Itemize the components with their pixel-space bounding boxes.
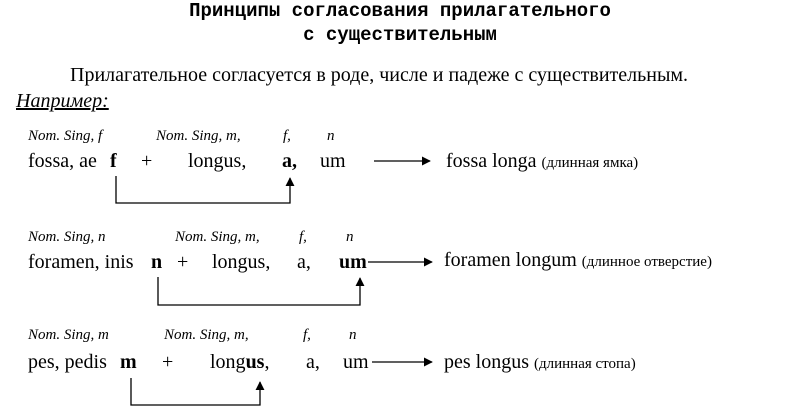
adjective-f-ending: a, xyxy=(306,351,320,373)
result-phrase: foramen longum xyxy=(444,249,577,271)
agreement-bracket-3 xyxy=(131,378,260,405)
adjective-comma: , xyxy=(264,351,270,373)
noun: foramen, inis xyxy=(28,251,134,273)
adjective-m-ending: us xyxy=(245,351,265,373)
translation: (длинное отверстие) xyxy=(581,254,712,270)
result xyxy=(444,249,712,272)
plus-sign: + xyxy=(162,351,174,373)
adjective-stem: long xyxy=(210,351,246,373)
label-f: f, xyxy=(303,327,311,343)
page-title-line-1: Принципы согласования прилагательного xyxy=(189,0,611,22)
adjective-f-ending: a, xyxy=(282,150,297,172)
label-adj-case: Nom. Sing, m, xyxy=(175,229,260,245)
noun: fossa, ae xyxy=(28,150,97,172)
translation: (длинная стопа) xyxy=(534,356,636,372)
plus-sign: + xyxy=(177,251,189,273)
label-f: f, xyxy=(299,229,307,245)
result xyxy=(446,150,638,173)
translation: (длинная ямка) xyxy=(541,155,639,171)
result-phrase: fossa longa xyxy=(446,150,537,172)
agreement-bracket-1 xyxy=(116,176,290,203)
adjective-n-ending: um xyxy=(343,351,369,373)
label-f: f, xyxy=(283,128,291,144)
adjective: longus, xyxy=(188,150,247,172)
adjective: longus, xyxy=(212,251,271,273)
result xyxy=(444,351,636,374)
label-noun-case: Nom. Sing, m xyxy=(28,327,109,343)
plus-sign: + xyxy=(141,150,153,172)
noun-gender: f xyxy=(110,150,117,172)
label-n: n xyxy=(327,128,335,144)
label-noun-case: Nom. Sing, f xyxy=(28,128,103,144)
label-adj-case: Nom. Sing, m, xyxy=(156,128,241,144)
label-noun-case: Nom. Sing, n xyxy=(28,229,106,245)
adjective xyxy=(210,351,269,374)
result-phrase: pes longus xyxy=(444,351,529,373)
example-heading: Например: xyxy=(16,90,109,112)
adjective-n-ending: um xyxy=(320,150,346,172)
label-adj-case: Nom. Sing, m, xyxy=(164,327,249,343)
adjective-f-ending: a, xyxy=(297,251,311,273)
label-n: n xyxy=(346,229,354,245)
label-n: n xyxy=(349,327,357,343)
noun-gender: n xyxy=(151,251,163,273)
agreement-bracket-2 xyxy=(158,277,360,305)
noun-gender: m xyxy=(120,351,137,373)
noun: pes, pedis xyxy=(28,351,107,373)
intro-text: Прилагательное согласуется в роде, числе и падеже с существительным. xyxy=(70,64,689,86)
page-title-line-2: с существительным xyxy=(303,24,497,46)
adjective-n-ending: um xyxy=(339,251,367,273)
